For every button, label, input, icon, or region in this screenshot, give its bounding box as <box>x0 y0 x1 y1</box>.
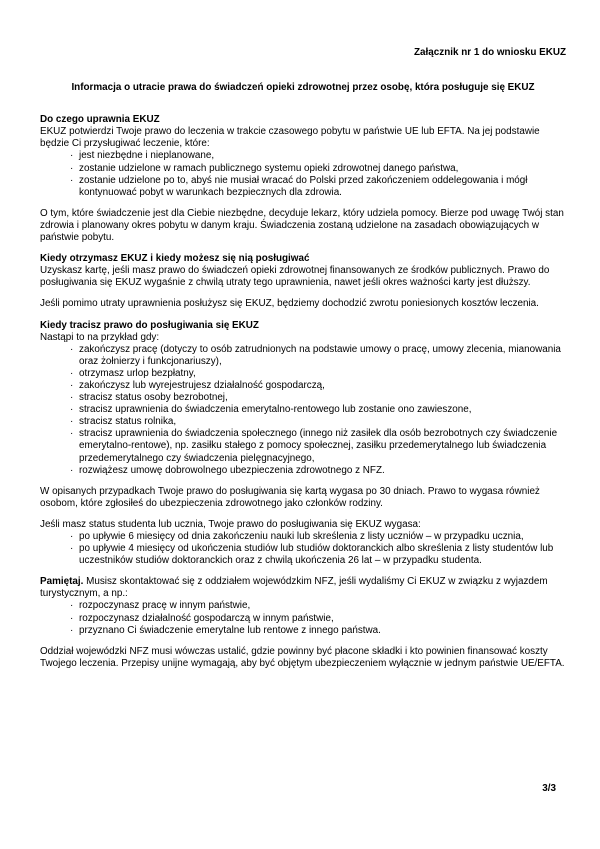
list-item <box>40 175 566 199</box>
list-item <box>40 344 566 368</box>
bullet-marker: · <box>70 600 74 612</box>
list-item-text: rozwiążesz umowę dobrowolnego ubezpieczenia zdrowotnego z NFZ. <box>79 464 385 476</box>
student-bullet-list <box>40 531 566 567</box>
list-item-text: stracisz status rolnika, <box>79 416 177 428</box>
remember-lead-paragraph <box>40 576 566 600</box>
bullet-marker: · <box>70 343 74 355</box>
bullet-marker: · <box>70 531 74 542</box>
list-item <box>40 392 566 404</box>
section-heading-entitlement: Do czego uprawnia EKUZ <box>40 114 160 126</box>
list-item <box>40 404 566 416</box>
list-item-text: zostanie udzielone w ramach publicznego systemu opieki zdrowotnej danego państwa, <box>79 162 459 174</box>
bullet-marker: · <box>70 464 74 476</box>
bullet-marker: · <box>70 392 74 404</box>
section-when-lost <box>40 320 566 568</box>
expiry-note-paragraph: W opisanych przypadkach Twoje prawo do posługiwania się kartą wygasa po 30 dniach. Prawo to wygasa również osobom, które zgłosiłeś do ubezpieczenia zdrowotnego jako członków rodziny. <box>40 485 540 509</box>
when-received-paragraph-1: Uzyskasz kartę, jeśli masz prawo do świadczeń opieki zdrowotnej finansowanych ze środków publicznych. Prawo do posługiwania się EKUZ wygaśnie z chwilą utraty tego uprawnienia, nawet jeśli okres ważności karty jest dłuższy. <box>40 265 550 289</box>
bullet-marker: · <box>70 612 74 624</box>
remember-lead-rest: Musisz skontaktować się z oddziałem wojewódzkim NFZ, jeśli wydaliśmy Ci EKUZ w związku z wyjazdem turystycznym, a np.: <box>40 576 548 600</box>
list-item-text: po upływie 4 miesięcy od ukończenia studiów lub studiów doktoranckich albo skreślenia z listy studentów lub uczestników studiów doktoranckich oraz z chwilą ukończenia 26 lat – w przypadku studenta. <box>79 543 554 567</box>
section-when-received <box>40 253 566 310</box>
entitlement-bullet-list <box>40 150 566 198</box>
list-item-text: stracisz uprawnienia do świadczenia społecznego (innego niż zasiłek dla osób bezrobotnych czy świadczenie emerytalno-rentowe), np. zasiłku stałego z pomocy społecznej, zasiłku przedemerytalnego lub świadczenia przedemerytalnego czy świadczenia pielęgnacyjnego, <box>79 428 558 464</box>
document-title: Informacja o utracie prawa do świadczeń opieki zdrowotnej przez osobę, która posługuje się EKUZ <box>71 82 535 94</box>
list-item-text: otrzymasz urlop bezpłatny, <box>79 367 196 379</box>
bullet-marker: · <box>70 367 74 379</box>
list-item <box>40 163 566 175</box>
list-item-text: po upływie 6 miesięcy od dnia zakończeniu nauki lub skreślenia z listy uczniów – w przypadku ucznia, <box>79 531 524 542</box>
remember-bold-lead: Pamiętaj. <box>40 576 84 588</box>
bullet-marker: · <box>70 543 74 555</box>
list-item <box>40 531 566 543</box>
list-item-text: stracisz uprawnienia do świadczenia emerytalno-rentowego lub zostanie ono zawieszone, <box>79 404 472 416</box>
list-item <box>40 416 566 428</box>
list-item-text: jest niezbędne i nieplanowane, <box>79 150 215 162</box>
when-received-paragraph-2: Jeśli pomimo utraty uprawnienia posłużysz się EKUZ, będziemy dochodzić zwrotu poniesionych kosztów leczenia. <box>40 298 539 310</box>
list-item <box>40 613 566 625</box>
student-lead-paragraph: Jeśli masz status studenta lub ucznia, Twoje prawo do posługiwania się EKUZ wygasa: <box>40 518 421 530</box>
entitlement-note-paragraph: O tym, które świadczenie jest dla Ciebie niezbędne, decyduje lekarz, który udziela pomocy. Bierze pod uwagę Twój stan zdrowia i planowany okres pobytu w danym kraju. Świadczenia zostaną udzielone na zasadach obowiązujących w państwie pobytu. <box>40 207 564 244</box>
when-lost-bullet-list <box>40 344 566 477</box>
bullet-marker: · <box>70 416 74 428</box>
list-item-text: przyznano Ci świadczenie emerytalne lub rentowe z innego państwa. <box>79 624 381 636</box>
remember-bullet-list <box>40 600 566 636</box>
section-remember <box>40 576 566 670</box>
section-entitlement <box>40 114 566 244</box>
list-item <box>40 465 566 477</box>
list-item-text: zakończysz lub wyrejestrujesz działalność gospodarczą, <box>79 379 325 391</box>
section-heading-when-lost: Kiedy tracisz prawo do posługiwania się EKUZ <box>40 319 259 331</box>
bullet-marker: · <box>70 624 74 636</box>
list-item-text: stracisz status osoby bezrobotnej, <box>79 392 228 404</box>
list-item-text: rozpoczynasz pracę w innym państwie, <box>79 600 251 612</box>
list-item-text: zakończysz pracę (dotyczy to osób zatrudnionych na podstawie umowy o pracę, umowy zlecenia, mianowania oraz żołnierzy i funkcjonariuszy), <box>79 343 561 367</box>
bullet-marker: · <box>70 428 74 440</box>
bullet-marker: · <box>70 404 74 416</box>
list-item <box>40 600 566 612</box>
list-item <box>40 625 566 637</box>
bullet-marker: · <box>70 379 74 391</box>
list-item <box>40 368 566 380</box>
page-number: 3/3 <box>542 783 556 794</box>
when-lost-lead: Nastąpi to na przykład gdy: <box>40 331 160 343</box>
bullet-marker: · <box>70 174 74 186</box>
list-item <box>40 150 566 162</box>
list-item-text: zostanie udzielone po to, abyś nie musiał wracać do Polski przed zakończeniem oddelegowania i mógł kontynuować pobyt w warunkach bezpiecznych dla zdrowia. <box>79 174 528 198</box>
list-item-text: rozpoczynasz działalność gospodarczą w innym państwie, <box>79 612 334 624</box>
list-item <box>40 428 566 464</box>
closing-paragraph: Oddział wojewódzki NFZ musi wówczas ustalić, gdzie powinny być płacone składki i kto powinien finansować koszty Twojego leczenia. Przepisy unijne wymagają, aby być objętym ubezpieczeniem wyłącznie w jednym państwie UE/EFTA. <box>40 645 565 669</box>
entitlement-intro-paragraph: EKUZ potwierdzi Twoje prawo do leczenia w trakcie czasowego pobytu w państwie UE lub EFTA. Na jej podstawie będzie Ci przysługiwać leczenie, które: <box>40 126 540 150</box>
bullet-marker: · <box>70 150 74 162</box>
list-item <box>40 543 566 567</box>
bullet-marker: · <box>70 162 74 174</box>
attachment-label: Załącznik nr 1 do wniosku EKUZ <box>414 47 566 58</box>
list-item <box>40 380 566 392</box>
section-heading-when-received: Kiedy otrzymasz EKUZ i kiedy możesz się nią posługiwać <box>40 253 310 265</box>
